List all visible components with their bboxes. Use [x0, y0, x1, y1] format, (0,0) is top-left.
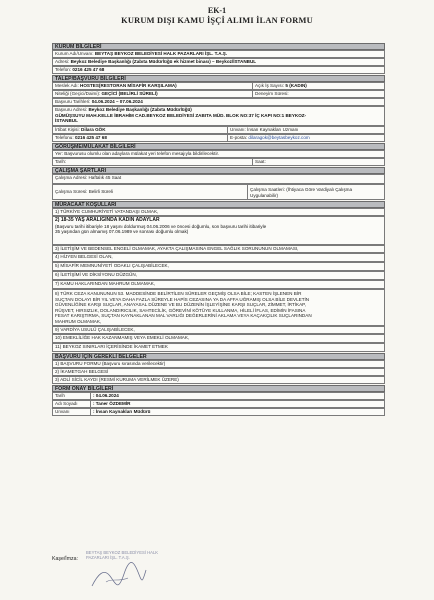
gorusme-yer-label: Yer:	[55, 151, 64, 156]
onay-tarih-row	[52, 392, 385, 400]
muracaat-item: 10) EMEKLİLİĞE HAK KAZANMAMIŞ VEYA EMEKLİ OLMAMAK,	[52, 334, 385, 343]
muracaat-item-tck	[52, 289, 385, 326]
kurum-adres-value: Beykoz Belediye Başkanlığı (Zabıta Müdürlüğü ek hizmet binası) – Beykoz/İSTANBUL	[70, 59, 257, 64]
annex-label: EK-1	[207, 6, 227, 15]
irtibat-value: Dilara GÖK	[81, 127, 106, 132]
basvuru-tarih-row	[52, 98, 385, 106]
muracaat-item: 6) İLETİŞİMİ VE DİKSİYONU DÜZGÜN,	[52, 271, 385, 280]
basvuru-adres-label: Başvuru Adresi:	[55, 107, 88, 112]
gorusme-yer-value: Başvurusu olumlu olan adaylara mülakat yeri telefon mesajıyla bildirilecektir.	[64, 151, 220, 156]
iletisim-row	[52, 134, 385, 142]
tck-line: RÜŞVET, HIRSIZLIK, DOLANDIRICILIK, SAHTECİLİK, GÖREVİNİ KÖTÜYE KULLANMA, HİLELİ İFLAS, EDİMİN İFASINA	[55, 307, 306, 313]
irtibat-label: İrtibat Kişisi:	[55, 127, 80, 132]
irtibat-row	[52, 126, 385, 134]
signature-area	[30, 546, 230, 594]
basvuru-adres-value: Beykoz Belediye Başkanlığı (Zabıta Müdürlüğü)	[88, 107, 192, 112]
muracaat-item-age	[52, 216, 385, 245]
kase-imza-label: Kaşe/İmza:	[52, 556, 78, 562]
kurum-adres-label: Adresi:	[55, 59, 70, 64]
basvuru-tarih-value: 04.06.2024 – 07.06.2024	[91, 99, 143, 104]
section-belgeler: BAŞVURU İÇİN GEREKLİ BELGELER	[52, 353, 385, 360]
calisma-adres-label: Çalışma Adresi:	[55, 175, 88, 180]
calisma-adres-value: Haftalık 45 Saat	[88, 175, 122, 180]
onay-unvan-label: Unvanı	[55, 409, 70, 414]
onay-unvan-value: : İnsan Kaynakları Müdürü	[93, 409, 151, 414]
gorusme-yer-row	[52, 150, 385, 158]
stamp-line: BEYTAŞ BEYKOZ BELEDİYESİ HALK	[86, 550, 159, 555]
section-gorusme: GÖRÜŞME/MÜLAKAT BİLGİLERİ	[52, 143, 385, 150]
muracaat-item: 1) TÜRKİYE CUMHURİYETİ VATANDAŞI OLMAK,	[52, 208, 385, 216]
basvuru-adres-line2: GÜMÜŞSUYU MAH.KELLE İBRAHİM CAD.BEYKOZ BELEDİYESİ ZABITA MÜD. BLOK NO:37 İÇ KAPI NO:1 BEYKOZ-	[55, 112, 307, 118]
gorusme-saat-label: Saat:	[255, 159, 266, 164]
tck-line: 8) TÜRK CEZA KANUNUNUN 53. MADDESİNDE BELİRTİLEN SÜRELER GEÇMİŞ OLSA BİLE; KASTEN İŞLENEN BİR	[55, 291, 302, 296]
onay-ad-label: Adı Soyadı	[55, 401, 78, 406]
muracaat-item: 9) VARDİYA USULÜ ÇALIŞABİLECEK,	[52, 326, 385, 334]
section-calisma: ÇALIŞMA ŞARTLARI	[52, 167, 385, 174]
gorusme-tarih-label: Tarih:	[55, 159, 67, 164]
deneyim-label: Deneyim Süresi:	[255, 91, 289, 96]
section-talep: TALEP/BAŞVURU BİLGİLERİ	[52, 75, 385, 82]
kurum-ad-value: BEYTAŞ BEYKOZ BELEDİYESİ HALK PAZARLARI İŞL. T.A.Ş.	[94, 51, 228, 56]
unvan-label: Unvanı:	[230, 127, 246, 132]
muracaat-age-line2: 35 yaşından gün almamış 07.06.1989 ve sonrası doğumlu olmak)	[55, 229, 189, 235]
kurum-adres-row	[52, 58, 385, 66]
calisma-saat-label: Çalışma Saatleri:	[250, 187, 285, 192]
section-onay: FORM ONAY BİLGİLERİ	[52, 385, 385, 392]
acik-is-value: 5 (KADIN)	[285, 83, 307, 88]
tck-line: MAHRUM OLMAMAK,	[55, 318, 102, 324]
calisma-saat-value2: Uygulanabilir)	[250, 192, 279, 198]
muracaat-age-title: 2) 18-35 YAŞ ARALIĞINDA KADIN ADAYLAR	[55, 217, 160, 223]
muracaat-item: 3) İLETİŞİM VE BEDENSEL ENGELİ OLMAMAK, AYAKTA ÇALIŞMASINA ENGEL SAĞLIK SORUNUNUN OLMAMASI,	[52, 245, 385, 253]
signature-scribble	[88, 556, 148, 594]
gorusme-tarih-row	[52, 158, 385, 166]
onay-ad-row	[52, 400, 385, 408]
onay-unvan-row	[52, 408, 385, 416]
telefonu-label: Telefonu:	[55, 135, 74, 140]
nitelik-label: Niteliği (Geçici/Daimi):	[55, 91, 101, 96]
muracaat-item: 4) HİJYEN BELGESİ OLAN,	[52, 253, 385, 262]
section-kurum: KURUM BİLGİLERİ	[52, 43, 385, 50]
eposta-label: E-posta:	[230, 135, 248, 140]
calisma-saat-value: (İhtiyaca Göre Vardiyalı Çalışma	[286, 187, 353, 192]
kurum-ad-row	[52, 50, 385, 58]
basvuru-tarih-label: Başvuru Tarihleri:	[55, 99, 91, 104]
belge-item: 1) BAŞVURU FORMU (Başvuru sırasında verilecektir)	[52, 360, 385, 368]
muracaat-item: 5) MİSAFİR MEMNUNİYETİ ODAKLI ÇALIŞABİLECEK,	[52, 262, 385, 271]
onay-tarih-value: : 04.06.2024	[93, 393, 119, 398]
acik-is-label: Açık İş Sayısı:	[255, 83, 285, 88]
onay-tarih-label: Tarih	[55, 393, 65, 398]
form-title: KURUM DIŞI KAMU İŞÇİ ALIMI İLAN FORMU	[121, 16, 313, 25]
stamp-line: PAZARLARI İŞL. T.A.Ş.	[86, 555, 130, 560]
muracaat-age-line1: (Başvuru tarihi itibariyle 18 yaşını doldurmuş 04.06.2006 ve öncesi doğumlu, son başvuru tarihi itibariyle	[55, 223, 267, 229]
section-muracaat: MÜRACAAT KOŞULLARI	[52, 201, 385, 208]
muracaat-item: 11) BEYKOZ SINIRLARI İÇERİSİNDE İKAMET ETMEK	[52, 343, 385, 352]
calisma-sure-row	[52, 184, 385, 200]
belge-item: 2) İKAMETGAH BELGESİ	[52, 368, 385, 376]
meslek-row	[52, 82, 385, 90]
meslek-label: Meslek Adı:	[55, 83, 79, 88]
tck-line: FESAT KARIŞTIRMA, SUÇTAN KAYNAKLANAN MAL VARLIĞI DEĞERLERİNİ AKLAMA VEYA KAÇAKÇILIK SUÇLARINDAN	[55, 313, 312, 319]
belge-item: 3) ADLİ SİCİL KAYDI (RESMİ KURUMA VERİLMEK ÜZERE)	[52, 376, 385, 384]
kurum-tel-label: Telefon:	[55, 67, 72, 72]
nitelik-row	[52, 90, 385, 98]
kurum-ad-label: Kurum Adı/Unvanı:	[55, 51, 94, 56]
kurum-tel-row	[52, 66, 385, 74]
basvuru-adres-row	[52, 106, 385, 126]
eposta-link[interactable]: dilaragok@beytasbeykoz.com	[248, 135, 310, 140]
muracaat-item: 7) KAMU HAKLARINDAN MAHRUM OLMAMAK,	[52, 280, 385, 289]
meslek-value: HOSTES(RESTORAN MİSAFİR KARŞILAMA)	[80, 83, 177, 88]
basvuru-adres-line3: İSTANBUL	[55, 118, 78, 124]
calisma-sure-label: Çalışma Süresi:	[55, 189, 88, 194]
tck-line: GÜVENLİĞİNE KARŞI SUÇLAR, ANAYASAL DÜZENE VE BU DÜZENİN İŞLEYİŞİNE KARŞI SUÇLAR, ZİMMET, İRTİKAP,	[55, 302, 306, 308]
telefonu-value: 0216 425 47 68	[74, 135, 107, 140]
unvan-value: İnsan Kaynakları Uzmanı	[247, 127, 299, 132]
onay-ad-value: : Taner ÖZDEMİR	[93, 401, 131, 406]
tck-line: SUÇTAN DOLAYI BİR YIL VEYA DAHA FAZLA SÜREYLE HAPİS CEZASINA YA DA AFFA UĞRAMIŞ OLSA BİLE DEVLETİN	[55, 296, 310, 302]
calisma-sure-value: Belirli Süreli	[88, 189, 113, 194]
kurum-tel-value: 0216 425 47 68	[72, 67, 105, 72]
nitelik-value: GEÇİCİ (BELİRLİ SÜRELİ)	[101, 91, 158, 96]
calisma-adres-row	[52, 174, 385, 184]
